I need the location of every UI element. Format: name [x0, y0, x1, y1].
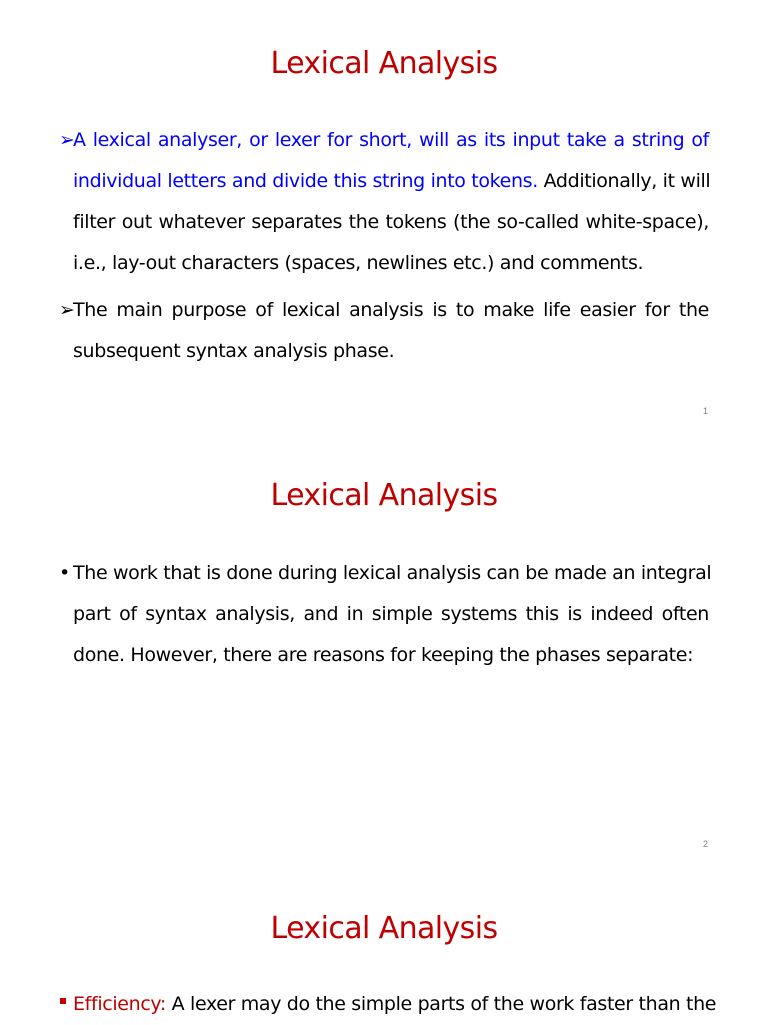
slide-title: Lexical Analysis [270, 911, 498, 946]
bullet-text: Additionally, it will [537, 170, 711, 192]
bullet-line: part of syntax analysis, and in simple systems this is indeed often [73, 603, 709, 625]
bullet-work-done [59, 553, 712, 676]
arrow-bullet-icon: ➢ [59, 299, 75, 321]
bullet-line [59, 553, 712, 594]
slide-title: Lexical Analysis [270, 46, 498, 81]
bullet-lexer-definition [59, 120, 709, 284]
bullet-label: Efficiency: [73, 993, 166, 1015]
bullet-main-purpose [59, 290, 709, 372]
arrow-bullet-icon: ➢ [59, 129, 75, 151]
bullet-line: done. However, there are reasons for keeping the phases separate: [73, 644, 694, 666]
bullet-line: subsequent syntax analysis phase. [73, 340, 395, 362]
bullet-text: The main purpose of lexical analysis is to make life easier for the [73, 299, 709, 321]
bullet-line [59, 161, 709, 202]
bullet-efficiency [59, 984, 717, 1025]
dot-bullet-icon: • [59, 562, 70, 584]
bullet-text-highlight: individual letters and divide this string into tokens. [73, 170, 538, 192]
bullet-line: filter out whatever separates the tokens (the so-called white-space), [73, 211, 709, 233]
page-number: 2 [702, 839, 708, 849]
slide-1 [0, 0, 768, 432]
bullet-text-highlight: A lexical analyser, or lexer for short, will as its input take a string of [73, 129, 709, 151]
bullet-line [59, 120, 709, 161]
page-number: 1 [702, 406, 708, 416]
bullet-text: A lexer may do the simple parts of the work faster than the [165, 993, 717, 1015]
bullet-line [59, 290, 709, 331]
slide-title: Lexical Analysis [270, 478, 498, 513]
bullet-line [59, 984, 717, 1025]
bullet-line: i.e., lay-out characters (spaces, newlines etc.) and comments. [73, 252, 644, 274]
bullet-text: The work that is done during lexical analysis can be made an integral [73, 562, 712, 584]
